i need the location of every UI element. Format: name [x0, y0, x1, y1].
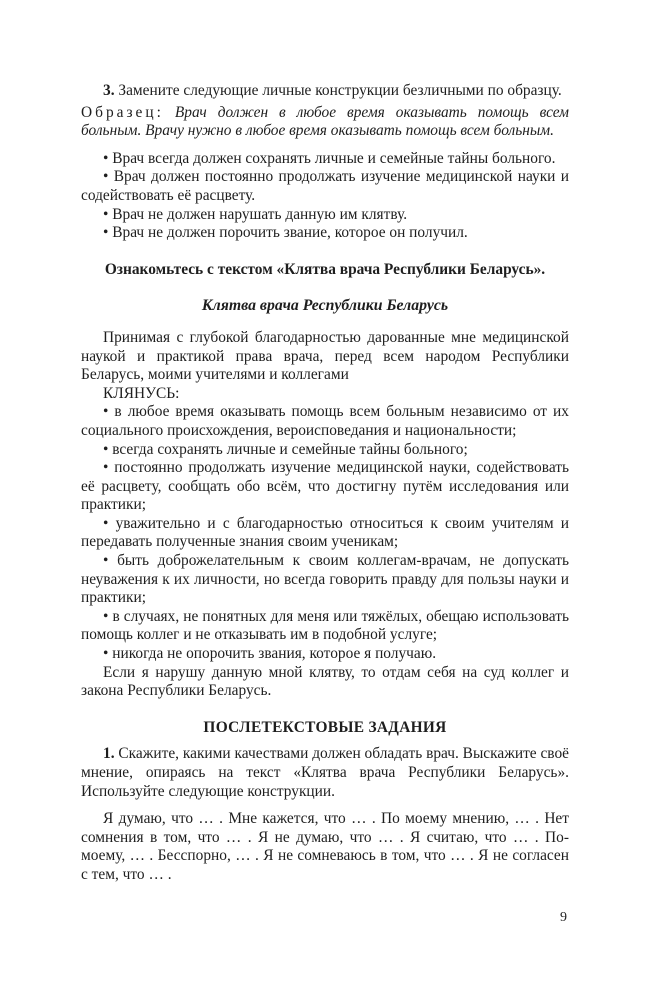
oath-swear: КЛЯНУСЬ: — [103, 384, 180, 402]
task-3-item: • Врач не должен порочить звание, которое он получил. — [103, 224, 468, 242]
oath-item: • никогда не опорочить звания, которое я получаю. — [103, 645, 437, 663]
post-task-1 — [81, 745, 569, 801]
oath-intro: Принимая с глубокой благодарностью дарованные мне медицинской наукой и практикой права врача, перед всем народом Республики Беларусь, моими учителями и коллегами — [81, 328, 569, 384]
oath-item: • уважительно и с благодарностью относиться к своим учителям и передавать полученные знания своим ученикам; — [81, 514, 569, 551]
sample-label: Образец: — [81, 103, 164, 121]
task-3-item: • Врач не должен нарушать данную им клятву. — [103, 205, 408, 223]
task-3-number: 3. — [103, 82, 115, 99]
oath-item: • постоянно продолжать изучение медицинской науки, содействовать её расцвету, сообщать обо всём, что достигну путём исследования или практики; — [81, 459, 569, 514]
oath-title: Клятва врача Республики Беларусь — [201, 297, 449, 315]
post-task-1-constructions: Я думаю, что … . Мне кажется, что … . По моему мнению, … . Нет сомнения в том, что … . Я не думаю, что … . Я считаю, что … . По-моему, … . Бесспорно, … . Я не сомневаюсь в том, что … . Я не согласен с тем, что … . — [81, 810, 569, 883]
oath-item: • в случаях, не понятных для меня или тяжёлых, обещаю использовать помощь коллег и не отказывать им в подобной услуге; — [81, 607, 569, 644]
sample-text: Врач должен в любое время оказывать помощь всем больным. Врачу нужно в любое время оказывать помощь всем больным. — [81, 103, 569, 140]
document-page — [81, 82, 569, 885]
oath-closing: Если я нарушу данную мной клятву, то отдам себя на суд коллег и закона Республики Беларусь. — [81, 663, 569, 700]
page-number: 9 — [560, 910, 567, 925]
reading-instruction: Ознакомьтесь с текстом «Клятва врача Республики Беларусь». — [104, 260, 546, 278]
post-text-title: ПОСЛЕТЕКСТОВЫЕ ЗАДАНИЯ — [203, 718, 447, 736]
oath-item: • быть доброжелательным к своим коллегам-врачам, не допускать неуважения к их личности, но всегда говорить правду для пользы науки и практики; — [81, 552, 569, 607]
task-3-instruction — [81, 82, 569, 101]
post-task-1-number: 1. — [103, 745, 115, 763]
task-3-instruction-text: Замените следующие личные конструкции безличными по образцу. — [114, 82, 562, 99]
post-task-1-text: Скажите, какими качествами должен обладать врач. Выскажите своё мнение, опираясь на текст «Клятва врача Республики Беларусь». Используйте следующие конструкции. — [81, 745, 569, 800]
task-3-item: • Врач должен постоянно продолжать изучение медицинской науки и содействовать её расцвету. — [81, 168, 569, 204]
task-3-sample — [81, 104, 569, 141]
task-3-item: • Врач всегда должен сохранять личные и семейные тайны больного. — [103, 149, 556, 167]
oath-item: • всегда сохранять личные и семейные тайны больного; — [103, 440, 468, 458]
oath-item: • в любое время оказывать помощь всем больным независимо от их социального происхождения, вероисповедания и национальности; — [81, 403, 569, 439]
